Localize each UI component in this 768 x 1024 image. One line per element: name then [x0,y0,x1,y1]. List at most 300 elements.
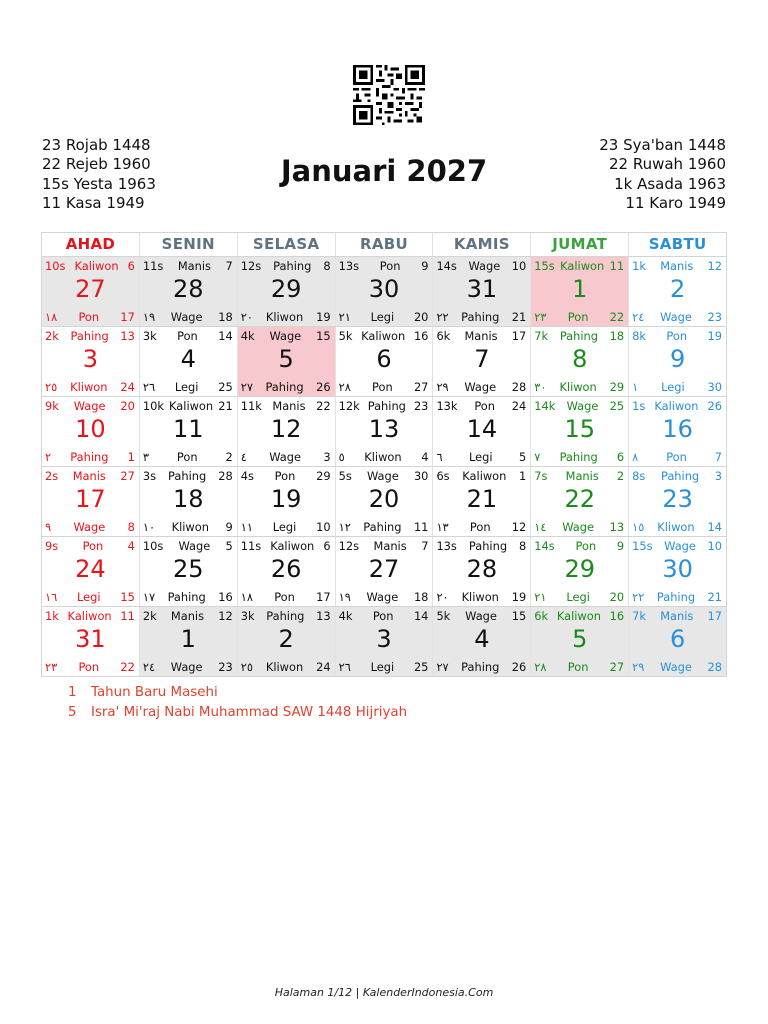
day-cell [530,467,628,536]
day-number: 4 [180,345,196,373]
pasaran-name: Legi [77,590,101,604]
pasaran-name: Kaliwon [556,609,601,623]
pasaran-name: Pahing [468,539,508,553]
day-bottom-line [143,590,233,604]
javanese-date: 13s [436,539,457,553]
calendar-grid [41,232,727,677]
chinese-lunar-date: 20 [609,590,625,604]
day-top-line [143,469,233,483]
pasaran-name: Pahing [461,660,500,674]
pasaran-name: Pon [372,380,393,394]
holiday-text: Tahun Baru Masehi [91,685,218,700]
hijri-date: 17 [707,609,723,623]
pasaran-name: Legi [370,660,395,674]
pasaran-name: Pon [82,539,104,553]
day-cell [42,537,139,606]
pasaran-name: Kaliwon [169,399,214,413]
javanese-date: 2s [45,469,59,483]
day-bottom-line [143,380,233,394]
day-cell [237,257,335,326]
day-number: 8 [572,345,588,373]
arabic-hijri-date: ٢٢ [436,310,449,324]
pasaran-name: Kliwon [265,310,304,324]
arabic-hijri-date: ١٤ [534,520,547,534]
day-number: 31 [75,625,106,653]
javanese-date: 6s [436,469,450,483]
day-cell [628,327,726,396]
day-bottom-line [45,520,135,534]
weekday-header: JUMAT [530,233,628,256]
left-info-line: 15s Yesta 1963 [42,174,156,193]
day-cell [139,257,237,326]
day-top-line [339,469,429,483]
pasaran-name: Kliwon [657,520,695,534]
day-top-line [632,539,722,553]
pasaran-name: Pon [78,660,100,674]
day-cell [237,327,335,396]
pasaran-name: Pon [372,609,394,623]
day-top-line [534,609,624,623]
arabic-hijri-date: ٢٨ [338,380,351,394]
arabic-hijri-date: ١٧ [142,590,156,604]
javanese-date: 14s [534,539,555,553]
right-info-line: 23 Sya'ban 1448 [599,136,726,154]
arabic-hijri-date: ١٩ [142,310,156,324]
pasaran-name: Kaliwon [654,399,699,413]
pasaran-name: Wage [664,539,696,553]
chinese-lunar-date: 6 [616,450,625,464]
arabic-hijri-date: ١٨ [45,310,58,324]
day-top-line [241,329,331,343]
hijri-date: 5 [225,539,233,553]
pasaran-name: Pahing [559,329,598,343]
arabic-hijri-date: ١٨ [240,590,253,604]
day-cell [432,607,530,676]
day-top-line [45,399,135,413]
arabic-hijri-date: ٢ [45,450,52,464]
day-number: 5 [572,625,588,653]
day-cell [530,537,628,606]
pasaran-name: Kaliwon [270,539,315,553]
arabic-hijri-date: ٣٠ [534,380,547,394]
day-cell [42,607,139,676]
hijri-date: 8 [519,539,527,553]
page-footer: Halaman 1/12 | KalenderIndonesia.Com [274,986,494,999]
day-number: 2 [278,625,294,653]
arabic-hijri-date: ٢١ [534,590,547,604]
day-cell [530,327,628,396]
day-number: 10 [75,415,106,443]
chinese-lunar-date: 7 [714,450,723,464]
day-bottom-line [339,450,429,464]
chinese-lunar-date: 4 [421,450,429,464]
day-top-line [534,469,624,483]
day-bottom-line [534,590,624,604]
day-top-line [436,539,526,553]
day-cell [139,327,237,396]
pasaran-name: Wage [660,660,692,674]
day-bottom-line [339,310,429,324]
hijri-date: 21 [218,399,233,413]
hijri-date: 29 [316,469,331,483]
pasaran-name: Wage [468,259,501,273]
arabic-hijri-date: ١٢ [338,520,351,534]
page-title: Januari 2027 [280,154,488,188]
pasaran-name: Pahing [273,259,312,273]
day-number: 16 [662,415,693,443]
pasaran-name: Kaliwon [560,259,605,273]
pasaran-name: Manis [660,259,694,273]
arabic-hijri-date: ٣ [142,450,149,464]
hijri-date: 28 [218,469,233,483]
pasaran-name: Legi [469,450,493,464]
arabic-hijri-date: ٢٥ [240,660,253,674]
day-top-line [632,609,722,623]
arabic-hijri-date: ٩ [45,520,52,534]
day-bottom-line [436,590,526,604]
day-number: 4 [474,625,490,653]
day-bottom-line [241,380,331,394]
day-bottom-line [534,310,624,324]
right-info-line: 1k Asada 1963 [614,174,726,193]
left-info-line: 23 Rojab 1448 [42,136,151,154]
hijri-date: 19 [707,329,723,343]
hijri-date: 11 [609,259,625,273]
pasaran-name: Pahing [660,469,700,483]
right-info-line: 22 Ruwah 1960 [608,155,726,174]
javanese-date: 6k [534,609,549,623]
chinese-lunar-date: 16 [218,590,233,604]
day-number: 15 [564,415,595,443]
day-number: 13 [368,415,400,443]
day-bottom-line [143,660,233,674]
chinese-lunar-date: 10 [316,520,331,534]
chinese-lunar-date: 20 [413,310,429,324]
pasaran-name: Manis [72,469,106,483]
day-number: 1 [180,625,196,653]
day-number: 9 [669,345,686,373]
arabic-hijri-date: ٢٧ [240,380,253,394]
day-bottom-line [534,660,624,674]
javanese-date: 15s [534,259,555,273]
day-cell [237,397,335,466]
day-number: 18 [173,485,204,513]
pasaran-name: Kliwon [364,450,402,464]
day-number: 12 [270,415,302,443]
pasaran-name: Kaliwon [462,469,507,483]
hijri-date: 9 [616,539,625,553]
pasaran-name: Manis [170,609,205,623]
left-info-line: 22 Rejeb 1960 [42,155,151,174]
left-info-line: 11 Kasa 1949 [42,193,145,212]
pasaran-name: Manis [177,259,211,273]
day-top-line [632,329,722,343]
javanese-date: 10s [45,259,66,273]
hijri-date: 25 [609,399,625,413]
pasaran-name: Pon [666,450,687,464]
arabic-hijri-date: ٢٣ [534,310,547,324]
day-top-line [339,259,429,273]
arabic-hijri-date: ٢٥ [45,380,58,394]
hijri-date: 12 [218,609,233,623]
right-calendar-info [599,136,726,213]
pasaran-name: Pahing [559,450,598,464]
holiday-text: Isra' Mi'raj Nabi Muhammad SAW 1448 Hijriyah [91,704,408,720]
chinese-lunar-date: 13 [609,520,625,534]
qr-code-icon [353,64,425,126]
pasaran-name: Kaliwon [361,329,406,343]
day-cell [432,467,530,536]
javanese-date: 4s [240,469,254,483]
chinese-lunar-date: 26 [316,380,331,394]
javanese-date: 10s [142,539,164,553]
day-top-line [436,469,526,483]
day-bottom-line [632,310,722,324]
day-bottom-line [241,520,331,534]
hijri-date: 27 [120,469,135,483]
holiday-day: 1 [68,685,77,700]
javanese-date: 15s [632,539,653,553]
arabic-hijri-date: ٧ [534,450,541,464]
hijri-date: 15 [511,609,527,623]
arabic-hijri-date: ٢٦ [142,380,156,394]
day-cell [628,467,726,536]
arabic-hijri-date: ٢٢ [632,590,645,604]
day-cell [335,257,433,326]
hijri-date: 30 [413,469,429,483]
holiday-day: 5 [68,704,77,720]
pasaran-name: Pon [274,590,295,604]
day-bottom-line [241,310,331,324]
day-top-line [339,399,429,413]
day-cell [335,467,433,536]
chinese-lunar-date: 28 [707,660,723,674]
day-top-line [632,399,722,413]
javanese-date: 14s [436,259,457,273]
pasaran-name: Kliwon [265,660,304,674]
pasaran-name: Pahing [363,520,402,534]
pasaran-name: Kaliwon [74,259,119,273]
chinese-lunar-date: 29 [609,380,625,394]
day-bottom-line [534,450,624,464]
pasaran-name: Pahing [70,329,109,343]
pasaran-name: Wage [465,609,497,623]
pasaran-name: Kaliwon [67,609,112,623]
day-top-line [45,609,135,623]
chinese-lunar-date: 24 [316,660,331,674]
hijri-date: 11 [120,609,135,623]
javanese-date: 3k [142,329,157,343]
day-cell [42,397,139,466]
day-top-line [143,329,233,343]
day-cell [237,537,335,606]
day-bottom-line [632,450,722,464]
day-number: 24 [75,555,106,583]
hijri-date: 2 [616,469,625,483]
pasaran-name: Wage [366,590,399,604]
day-top-line [632,259,722,273]
javanese-date: 13s [338,259,360,273]
day-number: 29 [564,555,595,583]
javanese-date: 12s [338,539,360,553]
day-bottom-line [45,380,135,394]
javanese-date: 1k [45,609,59,623]
chinese-lunar-date: 17 [316,590,331,604]
chinese-lunar-date: 15 [120,590,135,604]
pasaran-name: Manis [565,469,599,483]
day-cell [139,467,237,536]
day-top-line [339,329,429,343]
javanese-date: 4k [338,609,353,623]
day-cell [432,397,530,466]
pasaran-name: Wage [660,310,692,324]
pasaran-name: Manis [272,399,306,413]
day-top-line [143,539,233,553]
chinese-lunar-date: 25 [218,380,233,394]
hijri-date: 18 [609,329,625,343]
pasaran-name: Pon [469,520,491,534]
chinese-lunar-date: 11 [413,520,429,534]
day-top-line [632,469,722,483]
pasaran-name: Pahing [266,609,305,623]
day-top-line [45,259,135,273]
chinese-lunar-date: 18 [218,310,233,324]
day-top-line [45,539,135,553]
day-top-line [339,539,429,553]
day-cell [139,537,237,606]
day-bottom-line [339,520,429,534]
day-number: 28 [466,555,498,583]
arabic-hijri-date: ١٠ [142,520,156,534]
chinese-lunar-date: 12 [511,520,527,534]
day-top-line [534,259,624,273]
day-cell [237,467,335,536]
pasaran-name: Wage [566,399,599,413]
javanese-date: 13k [436,399,458,413]
arabic-hijri-date: ١٣ [436,520,449,534]
day-number: 2 [669,275,686,303]
day-bottom-line [45,310,135,324]
pasaran-name: Pahing [656,590,696,604]
arabic-hijri-date: ٢٣ [45,660,58,674]
day-bottom-line [632,660,722,674]
hijri-date: 17 [511,329,527,343]
day-cell [139,607,237,676]
javanese-date: 8k [632,329,646,343]
day-number: 21 [466,485,498,513]
day-bottom-line [534,520,624,534]
javanese-date: 4k [240,329,255,343]
day-cell [432,537,530,606]
hijri-date: 3 [714,469,723,483]
day-number: 6 [376,345,392,373]
javanese-date: 8s [632,469,646,483]
arabic-hijri-date: ٦ [436,450,443,464]
day-top-line [436,329,526,343]
week-row [42,606,726,676]
day-number: 7 [474,345,490,373]
javanese-date: 12s [240,259,262,273]
hijri-date: 15 [316,329,331,343]
arabic-hijri-date: ١٩ [338,590,351,604]
day-cell [42,257,139,326]
pasaran-name: Legi [272,520,297,534]
day-top-line [143,399,233,413]
day-top-line [436,259,526,273]
chinese-lunar-date: 27 [413,380,429,394]
day-number: 26 [270,555,302,583]
pasaran-name: Wage [73,399,106,413]
day-cell [335,327,433,396]
hijri-date: 7 [225,259,233,273]
hijri-date: 9 [421,259,429,273]
day-bottom-line [436,380,526,394]
pasaran-name: Legi [566,590,590,604]
day-bottom-line [632,520,722,534]
pasaran-name: Pahing [265,380,304,394]
day-cell [42,467,139,536]
pasaran-name: Pahing [70,450,109,464]
pasaran-name: Pon [666,329,688,343]
pasaran-name: Pon [176,450,198,464]
day-top-line [143,609,233,623]
day-top-line [241,609,331,623]
arabic-hijri-date: ٨ [632,450,639,464]
pasaran-name: Kliwon [171,520,209,534]
day-top-line [534,539,624,553]
hijri-date: 6 [127,259,135,273]
arabic-hijri-date: ٤ [240,450,247,464]
day-bottom-line [436,310,526,324]
day-top-line [143,259,233,273]
hijri-date: 13 [120,329,135,343]
pasaran-name: Wage [73,520,106,534]
chinese-lunar-date: 1 [127,450,135,464]
day-top-line [45,329,135,343]
day-bottom-line [45,660,135,674]
hijri-date: 14 [413,609,429,623]
javanese-date: 11s [142,259,164,273]
chinese-lunar-date: 28 [511,380,527,394]
pasaran-name: Wage [178,539,211,553]
hijri-date: 16 [609,609,625,623]
javanese-date: 11s [240,539,262,553]
day-bottom-line [143,310,233,324]
javanese-date: 2k [45,329,59,343]
weekday-header: RABU [335,233,433,256]
pasaran-name: Pon [379,259,401,273]
pasaran-name: Wage [170,310,203,324]
hijri-date: 10 [707,539,723,553]
hijri-date: 4 [127,539,135,553]
holiday-item [68,703,407,723]
day-number: 19 [270,485,302,513]
right-info-line: 11 Karo 1949 [625,193,726,212]
day-number: 14 [466,415,498,443]
day-number: 20 [368,485,400,513]
arabic-hijri-date: ٢٠ [240,310,253,324]
pasaran-name: Pahing [167,590,206,604]
arabic-hijri-date: ٢٤ [632,310,645,324]
pasaran-name: Pon [567,660,589,674]
day-number: 27 [368,555,400,583]
arabic-hijri-date: ١٦ [45,590,58,604]
chinese-lunar-date: 18 [413,590,429,604]
pasaran-name: Pon [177,329,198,343]
chinese-lunar-date: 14 [707,520,723,534]
chinese-lunar-date: 8 [127,520,135,534]
chinese-lunar-date: 22 [609,310,625,324]
